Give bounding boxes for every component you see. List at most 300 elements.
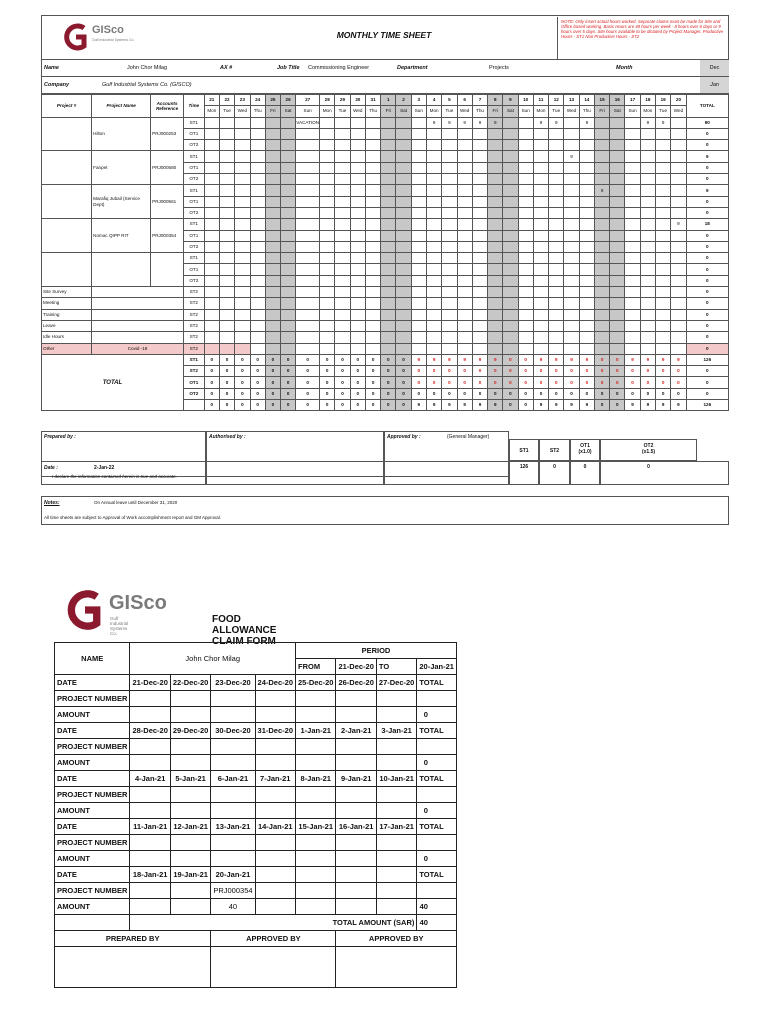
day-cell[interactable] xyxy=(472,185,487,196)
day-cell[interactable] xyxy=(265,174,280,185)
day-cell[interactable] xyxy=(533,253,548,264)
day-cell[interactable] xyxy=(671,151,686,162)
day-cell[interactable] xyxy=(426,275,441,286)
day-cell[interactable] xyxy=(595,117,610,128)
day-cell[interactable] xyxy=(381,287,396,298)
day-cell[interactable] xyxy=(381,332,396,343)
day-cell[interactable] xyxy=(671,185,686,196)
day-cell[interactable] xyxy=(426,343,441,354)
day-cell[interactable] xyxy=(265,196,280,207)
day-cell[interactable] xyxy=(396,332,411,343)
day-cell[interactable] xyxy=(320,264,335,275)
day-cell[interactable] xyxy=(640,332,655,343)
day-cell[interactable] xyxy=(335,320,350,331)
day-cell[interactable] xyxy=(671,332,686,343)
day-cell[interactable] xyxy=(457,185,472,196)
day-cell[interactable] xyxy=(204,320,219,331)
day-cell[interactable] xyxy=(281,230,296,241)
day-cell[interactable] xyxy=(204,332,219,343)
activity-ref-cell[interactable] xyxy=(92,298,184,309)
day-cell[interactable] xyxy=(518,241,533,252)
day-cell[interactable] xyxy=(488,230,503,241)
day-cell[interactable] xyxy=(281,264,296,275)
day-cell[interactable] xyxy=(320,343,335,354)
day-cell[interactable] xyxy=(235,275,250,286)
day-cell[interactable] xyxy=(595,230,610,241)
day-cell[interactable]: 9 xyxy=(426,117,441,128)
day-cell[interactable] xyxy=(549,253,564,264)
day-cell[interactable] xyxy=(457,128,472,139)
day-cell[interactable] xyxy=(503,343,518,354)
day-cell[interactable] xyxy=(518,343,533,354)
day-cell[interactable] xyxy=(426,320,441,331)
day-cell[interactable] xyxy=(564,320,579,331)
project-number-cell[interactable] xyxy=(42,185,92,219)
day-cell[interactable] xyxy=(625,140,640,151)
day-cell[interactable] xyxy=(365,162,380,173)
day-cell[interactable] xyxy=(320,162,335,173)
day-cell[interactable] xyxy=(381,140,396,151)
project-number-cell[interactable] xyxy=(336,787,376,803)
day-cell[interactable] xyxy=(281,140,296,151)
project-number-cell[interactable] xyxy=(296,883,336,899)
day-cell[interactable] xyxy=(204,174,219,185)
project-number-cell[interactable] xyxy=(170,787,210,803)
day-cell[interactable] xyxy=(235,140,250,151)
day-cell[interactable] xyxy=(579,241,594,252)
day-cell[interactable] xyxy=(610,174,625,185)
day-cell[interactable] xyxy=(533,128,548,139)
day-cell[interactable] xyxy=(488,343,503,354)
day-cell[interactable] xyxy=(518,185,533,196)
day-cell[interactable] xyxy=(625,275,640,286)
amount-cell[interactable] xyxy=(336,851,376,867)
day-cell[interactable] xyxy=(472,140,487,151)
day-cell[interactable] xyxy=(564,174,579,185)
day-cell[interactable] xyxy=(250,253,265,264)
day-cell[interactable] xyxy=(296,140,320,151)
day-cell[interactable] xyxy=(503,128,518,139)
day-cell[interactable] xyxy=(625,253,640,264)
day-cell[interactable] xyxy=(625,298,640,309)
day-cell[interactable] xyxy=(281,196,296,207)
day-cell[interactable] xyxy=(296,343,320,354)
day-cell[interactable] xyxy=(671,264,686,275)
day-cell[interactable] xyxy=(235,219,250,230)
day-cell[interactable] xyxy=(457,196,472,207)
day-cell[interactable] xyxy=(595,174,610,185)
day-cell[interactable] xyxy=(411,275,426,286)
day-cell[interactable] xyxy=(442,140,457,151)
day-cell[interactable]: 9 xyxy=(488,117,503,128)
day-cell[interactable] xyxy=(533,332,548,343)
day-cell[interactable] xyxy=(365,309,380,320)
day-cell[interactable] xyxy=(281,162,296,173)
day-cell[interactable] xyxy=(250,140,265,151)
day-cell[interactable] xyxy=(656,241,671,252)
day-cell[interactable] xyxy=(656,320,671,331)
day-cell[interactable] xyxy=(595,264,610,275)
day-cell[interactable]: 9 xyxy=(533,117,548,128)
amount-cell[interactable] xyxy=(255,803,295,819)
day-cell[interactable] xyxy=(350,275,365,286)
day-cell[interactable] xyxy=(442,264,457,275)
day-cell[interactable] xyxy=(640,275,655,286)
day-cell[interactable] xyxy=(656,287,671,298)
day-cell[interactable] xyxy=(625,117,640,128)
day-cell[interactable] xyxy=(365,196,380,207)
day-cell[interactable] xyxy=(365,117,380,128)
day-cell[interactable] xyxy=(457,140,472,151)
day-cell[interactable] xyxy=(564,298,579,309)
day-cell[interactable] xyxy=(335,309,350,320)
day-cell[interactable] xyxy=(457,241,472,252)
project-number-cell[interactable] xyxy=(376,739,416,755)
day-cell[interactable] xyxy=(204,298,219,309)
day-cell[interactable] xyxy=(518,320,533,331)
day-cell[interactable] xyxy=(265,253,280,264)
day-cell[interactable] xyxy=(281,185,296,196)
day-cell[interactable] xyxy=(350,207,365,218)
day-cell[interactable] xyxy=(564,196,579,207)
day-cell[interactable] xyxy=(549,320,564,331)
day-cell[interactable] xyxy=(442,287,457,298)
day-cell[interactable] xyxy=(640,320,655,331)
day-cell[interactable] xyxy=(564,128,579,139)
day-cell[interactable] xyxy=(488,185,503,196)
day-cell[interactable] xyxy=(488,207,503,218)
day-cell[interactable] xyxy=(426,230,441,241)
day-cell[interactable] xyxy=(250,196,265,207)
day-cell[interactable] xyxy=(396,275,411,286)
day-cell[interactable] xyxy=(381,151,396,162)
day-cell[interactable] xyxy=(365,128,380,139)
day-cell[interactable] xyxy=(503,207,518,218)
accounts-reference-cell[interactable] xyxy=(151,253,184,287)
day-cell[interactable] xyxy=(533,196,548,207)
day-cell[interactable] xyxy=(219,264,234,275)
day-cell[interactable] xyxy=(533,298,548,309)
day-cell[interactable] xyxy=(442,241,457,252)
day-cell[interactable] xyxy=(595,207,610,218)
day-cell[interactable] xyxy=(219,151,234,162)
day-cell[interactable] xyxy=(426,162,441,173)
day-cell[interactable] xyxy=(579,264,594,275)
amount-cell[interactable] xyxy=(170,899,210,915)
day-cell[interactable] xyxy=(219,332,234,343)
day-cell[interactable] xyxy=(281,219,296,230)
name-value[interactable]: John Chor Milag xyxy=(130,643,296,675)
amount-cell[interactable] xyxy=(170,851,210,867)
day-cell[interactable] xyxy=(350,320,365,331)
day-cell[interactable] xyxy=(656,174,671,185)
amount-cell[interactable] xyxy=(170,803,210,819)
day-cell[interactable] xyxy=(381,343,396,354)
day-cell[interactable] xyxy=(579,185,594,196)
day-cell[interactable] xyxy=(610,309,625,320)
day-cell[interactable] xyxy=(640,185,655,196)
day-cell[interactable] xyxy=(204,275,219,286)
day-cell[interactable] xyxy=(579,128,594,139)
day-cell[interactable] xyxy=(625,230,640,241)
day-cell[interactable] xyxy=(442,275,457,286)
day-cell[interactable] xyxy=(426,174,441,185)
amount-cell[interactable] xyxy=(255,755,295,771)
day-cell[interactable] xyxy=(671,275,686,286)
day-cell[interactable] xyxy=(381,230,396,241)
day-cell[interactable] xyxy=(365,320,380,331)
day-cell[interactable] xyxy=(235,320,250,331)
day-cell[interactable] xyxy=(281,241,296,252)
day-cell[interactable] xyxy=(640,343,655,354)
day-cell[interactable] xyxy=(365,275,380,286)
day-cell[interactable] xyxy=(564,332,579,343)
day-cell[interactable] xyxy=(204,117,219,128)
day-cell[interactable] xyxy=(457,162,472,173)
project-number-cell[interactable] xyxy=(130,691,170,707)
project-number-cell[interactable] xyxy=(42,117,92,151)
day-cell[interactable] xyxy=(579,140,594,151)
day-cell[interactable] xyxy=(381,219,396,230)
day-cell[interactable] xyxy=(219,174,234,185)
day-cell[interactable] xyxy=(640,287,655,298)
project-number-cell[interactable] xyxy=(130,787,170,803)
day-cell[interactable] xyxy=(564,185,579,196)
day-cell[interactable] xyxy=(488,253,503,264)
day-cell[interactable] xyxy=(656,207,671,218)
day-cell[interactable] xyxy=(442,196,457,207)
day-cell[interactable] xyxy=(533,162,548,173)
day-cell[interactable] xyxy=(335,253,350,264)
day-cell[interactable] xyxy=(503,275,518,286)
day-cell[interactable] xyxy=(219,309,234,320)
day-cell[interactable] xyxy=(265,151,280,162)
day-cell[interactable] xyxy=(396,117,411,128)
day-cell[interactable] xyxy=(426,264,441,275)
day-cell[interactable] xyxy=(320,151,335,162)
day-cell[interactable] xyxy=(396,174,411,185)
day-cell[interactable] xyxy=(671,140,686,151)
day-cell[interactable] xyxy=(204,196,219,207)
day-cell[interactable] xyxy=(656,343,671,354)
day-cell[interactable] xyxy=(396,207,411,218)
day-cell[interactable] xyxy=(219,162,234,173)
day-cell[interactable] xyxy=(265,140,280,151)
day-cell[interactable] xyxy=(442,298,457,309)
day-cell[interactable] xyxy=(625,185,640,196)
day-cell[interactable] xyxy=(503,185,518,196)
day-cell[interactable] xyxy=(381,275,396,286)
day-cell[interactable] xyxy=(640,207,655,218)
day-cell[interactable] xyxy=(296,241,320,252)
day-cell[interactable] xyxy=(549,219,564,230)
day-cell[interactable] xyxy=(350,241,365,252)
day-cell[interactable] xyxy=(426,128,441,139)
day-cell[interactable] xyxy=(595,196,610,207)
day-cell[interactable] xyxy=(656,298,671,309)
day-cell[interactable] xyxy=(250,275,265,286)
day-cell[interactable]: 9 xyxy=(640,117,655,128)
amount-cell[interactable] xyxy=(130,755,170,771)
day-cell[interactable] xyxy=(457,298,472,309)
day-cell[interactable] xyxy=(442,230,457,241)
day-cell[interactable] xyxy=(320,207,335,218)
day-cell[interactable] xyxy=(579,230,594,241)
day-cell[interactable] xyxy=(472,207,487,218)
day-cell[interactable] xyxy=(320,230,335,241)
day-cell[interactable] xyxy=(350,196,365,207)
project-number-cell[interactable] xyxy=(376,691,416,707)
day-cell[interactable] xyxy=(518,128,533,139)
amount-cell[interactable] xyxy=(296,755,336,771)
day-cell[interactable] xyxy=(281,174,296,185)
approved-by-signature[interactable] xyxy=(211,947,336,988)
day-cell[interactable] xyxy=(426,253,441,264)
day-cell[interactable] xyxy=(396,219,411,230)
day-cell[interactable] xyxy=(381,207,396,218)
day-cell[interactable] xyxy=(365,253,380,264)
amount-cell[interactable] xyxy=(130,707,170,723)
day-cell[interactable] xyxy=(656,230,671,241)
day-cell[interactable] xyxy=(503,332,518,343)
day-cell[interactable] xyxy=(442,174,457,185)
day-cell[interactable] xyxy=(579,196,594,207)
amount-cell[interactable] xyxy=(255,899,295,915)
amount-cell[interactable] xyxy=(336,755,376,771)
day-cell[interactable] xyxy=(296,230,320,241)
day-cell[interactable] xyxy=(472,264,487,275)
project-number-cell[interactable] xyxy=(42,151,92,185)
project-number-cell[interactable] xyxy=(170,739,210,755)
day-cell[interactable] xyxy=(457,151,472,162)
day-cell[interactable] xyxy=(265,332,280,343)
day-cell[interactable] xyxy=(296,128,320,139)
day-cell[interactable] xyxy=(396,320,411,331)
day-cell[interactable] xyxy=(265,298,280,309)
day-cell[interactable] xyxy=(503,162,518,173)
day-cell[interactable] xyxy=(320,309,335,320)
day-cell[interactable] xyxy=(549,207,564,218)
day-cell[interactable] xyxy=(533,264,548,275)
day-cell[interactable] xyxy=(296,332,320,343)
day-cell[interactable] xyxy=(426,151,441,162)
day-cell[interactable] xyxy=(503,264,518,275)
day-cell[interactable] xyxy=(219,298,234,309)
day-cell[interactable] xyxy=(411,343,426,354)
day-cell[interactable] xyxy=(411,174,426,185)
project-name-cell[interactable]: Nomac QIPP RIT xyxy=(92,219,151,253)
accounts-reference-cell[interactable]: PRJ000253 xyxy=(151,117,184,151)
day-cell[interactable] xyxy=(381,264,396,275)
day-cell[interactable] xyxy=(503,253,518,264)
project-number-cell[interactable] xyxy=(211,739,255,755)
amount-cell[interactable] xyxy=(211,851,255,867)
day-cell[interactable] xyxy=(335,343,350,354)
day-cell[interactable] xyxy=(595,287,610,298)
day-cell[interactable] xyxy=(564,162,579,173)
day-cell[interactable] xyxy=(610,343,625,354)
day-cell[interactable] xyxy=(595,151,610,162)
day-cell[interactable] xyxy=(518,309,533,320)
day-cell[interactable]: 9 xyxy=(671,219,686,230)
day-cell[interactable] xyxy=(549,287,564,298)
day-cell[interactable] xyxy=(396,309,411,320)
day-cell[interactable] xyxy=(564,275,579,286)
day-cell[interactable] xyxy=(656,253,671,264)
day-cell[interactable] xyxy=(335,128,350,139)
day-cell[interactable] xyxy=(549,174,564,185)
day-cell[interactable] xyxy=(610,117,625,128)
day-cell[interactable] xyxy=(381,162,396,173)
day-cell[interactable] xyxy=(503,241,518,252)
day-cell[interactable] xyxy=(625,174,640,185)
day-cell[interactable] xyxy=(595,343,610,354)
day-cell[interactable] xyxy=(219,219,234,230)
day-cell[interactable] xyxy=(250,174,265,185)
day-cell[interactable] xyxy=(296,219,320,230)
day-cell[interactable] xyxy=(335,151,350,162)
day-cell[interactable] xyxy=(488,298,503,309)
day-cell[interactable] xyxy=(533,151,548,162)
day-cell[interactable] xyxy=(235,343,250,354)
prepared-by-signature[interactable] xyxy=(55,947,211,988)
day-cell[interactable] xyxy=(488,264,503,275)
day-cell[interactable] xyxy=(610,185,625,196)
day-cell[interactable] xyxy=(235,298,250,309)
project-number-cell[interactable] xyxy=(170,691,210,707)
day-cell[interactable] xyxy=(365,185,380,196)
day-cell[interactable]: 9 xyxy=(595,185,610,196)
day-cell[interactable] xyxy=(533,140,548,151)
day-cell[interactable] xyxy=(595,320,610,331)
day-cell[interactable] xyxy=(396,162,411,173)
day-cell[interactable] xyxy=(503,287,518,298)
day-cell[interactable] xyxy=(381,298,396,309)
day-cell[interactable] xyxy=(296,174,320,185)
day-cell[interactable] xyxy=(625,241,640,252)
day-cell[interactable] xyxy=(625,151,640,162)
day-cell[interactable] xyxy=(411,309,426,320)
day-cell[interactable] xyxy=(265,241,280,252)
day-cell[interactable] xyxy=(640,253,655,264)
day-cell[interactable] xyxy=(335,241,350,252)
day-cell[interactable] xyxy=(426,298,441,309)
day-cell[interactable] xyxy=(296,298,320,309)
day-cell[interactable] xyxy=(533,275,548,286)
day-cell[interactable] xyxy=(518,162,533,173)
day-cell[interactable] xyxy=(442,309,457,320)
day-cell[interactable] xyxy=(656,151,671,162)
day-cell[interactable] xyxy=(265,264,280,275)
day-cell[interactable] xyxy=(235,162,250,173)
day-cell[interactable] xyxy=(350,309,365,320)
day-cell[interactable] xyxy=(350,264,365,275)
day-cell[interactable] xyxy=(488,219,503,230)
project-number-cell[interactable] xyxy=(170,835,210,851)
day-cell[interactable] xyxy=(671,162,686,173)
day-cell[interactable] xyxy=(610,207,625,218)
amount-cell[interactable] xyxy=(336,899,376,915)
day-cell[interactable] xyxy=(411,264,426,275)
day-cell[interactable] xyxy=(595,275,610,286)
project-number-cell[interactable] xyxy=(255,691,295,707)
day-cell[interactable] xyxy=(296,151,320,162)
day-cell[interactable] xyxy=(350,253,365,264)
day-cell[interactable] xyxy=(335,174,350,185)
day-cell[interactable] xyxy=(595,332,610,343)
day-cell[interactable] xyxy=(350,287,365,298)
project-number-cell[interactable] xyxy=(130,883,170,899)
